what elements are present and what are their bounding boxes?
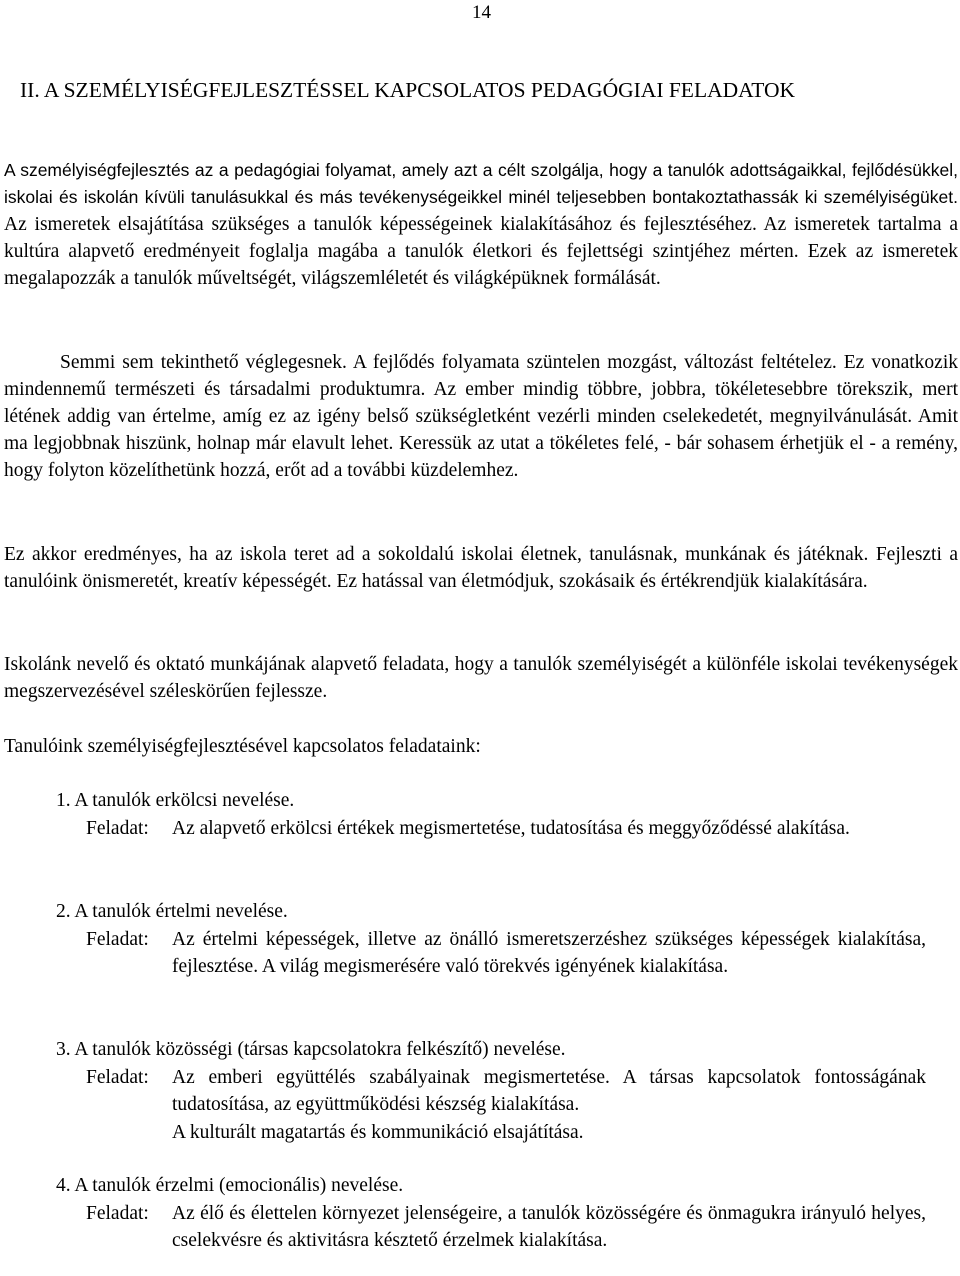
school-task-paragraph: Iskolánk nevelő és oktató munkájának alapvető feladata, hogy a tanulók személyiségét a különféle iskolai tevékenységek megszervezésével széleskörűen fejlessze.	[4, 654, 958, 702]
school-life-paragraph: Ez akkor eredményes, ha az iskola teret ad a sokoldalú iskolai életnek, tanulásnak, munkának és játéknak. Fejleszti a tanulóink önismeretét, kreatív képességét. Ez hatással van életmódjuk, szokásaik és értékrendjük kialakítására.	[4, 544, 958, 592]
task-text-part: Az emberi együttélés szabályainak megismertetése. A társas kapcsolatok fontosságának tudatosítása, az együttműködési készség kialakítása.	[172, 1066, 926, 1115]
list-item	[56, 787, 956, 842]
list-item	[56, 1172, 956, 1255]
development-paragraph: Semmi sem tekinthető véglegesnek. A fejlődés folyamata szüntelen mozgást, változást feltételez. Ez vonatkozik mindennemű természeti és társadalmi produktumra. Az ember mindig többre, jobbra, tökéletesebbre törekszik, mert létének addig van értelme, amíg ez az igény belső szükségletként vezérli minden cselekedetét, megnyilvánulását. Amit ma legjobbnak hiszünk, holnap már elavult lehet. Keressük az utat a tökéletes felé, - bár sohasem érhetjük el - a remény, hogy folyton közelíthetünk hozzá, erőt ad a további küzdelemhez.	[4, 352, 958, 481]
task-label: Feladat:	[86, 928, 149, 950]
task-title: 1. A tanulók erkölcsi nevelése.	[56, 790, 295, 811]
task-text: Az élő és élettelen környezet jelenségeire, a tanulók közösségére és önmagukra irányuló helyes, cselekvésre és aktivitásra késztető érzelmek kialakítása.	[172, 1202, 926, 1251]
task-description	[56, 926, 956, 981]
list-item	[56, 1036, 956, 1146]
task-text: Az alapvető erkölcsi értékek megismertetése, tudatosítása és meggyőződéssé alakítása.	[172, 817, 850, 839]
task-description	[56, 815, 956, 843]
task-text: Az értelmi képességek, illetve az önálló ismeretszerzéshez szükséges képességek kialakítása, fejlesztése. A világ megismerésére való törekvés igényének kialakítása.	[172, 928, 926, 977]
list-item	[56, 898, 956, 981]
task-title: 2. A tanulók értelmi nevelése.	[56, 901, 288, 922]
task-text	[172, 1064, 956, 1147]
section-heading: II. A SZEMÉLYISÉGFEJLESZTÉSSEL KAPCSOLATOS PEDAGÓGIAI FELADATOK	[20, 78, 796, 102]
task-description	[56, 1200, 956, 1255]
task-label: Feladat:	[86, 817, 149, 839]
intro-paragraph-serif-part: Az ismeretek elsajátítása szükséges a tanulók képességeinek kialakításához és fejlesztéséhez. Az ismeretek tartalma a kultúra alapvető eredményeit foglalja magába a tanulók életkori és fejlettségi szintjéhez mérten. Ezek az ismeretek megalapozzák a tanulók műveltségét, világszemléletét és világképüknek formálását.	[4, 214, 958, 289]
page-number: 14	[472, 2, 491, 23]
task-title: 3. A tanulók közösségi (társas kapcsolatokra felkészítő) nevelése.	[56, 1039, 566, 1060]
intro-paragraph-sans-part: A személyiségfejlesztés az a pedagógiai folyamat, amely azt a célt szolgálja, hogy a tanulók adottságaikkal, fejlődésükkel, iskolai és iskolán kívüli tanulásukkal és más tevékenységeikkel minél teljesebben bontakoztathassák ki személyiségüket.	[4, 160, 958, 207]
task-label: Feladat:	[86, 1066, 149, 1088]
task-label: Feladat:	[86, 1202, 149, 1224]
task-description	[56, 1064, 956, 1147]
intro-paragraph	[4, 157, 958, 292]
task-title: 4. A tanulók érzelmi (emocionális) nevelése.	[56, 1175, 404, 1196]
task-text-part: A kulturált magatartás és kommunikáció elsajátítása.	[172, 1121, 584, 1143]
tasks-intro: Tanulóink személyiségfejlesztésével kapcsolatos feladataink:	[4, 736, 481, 757]
